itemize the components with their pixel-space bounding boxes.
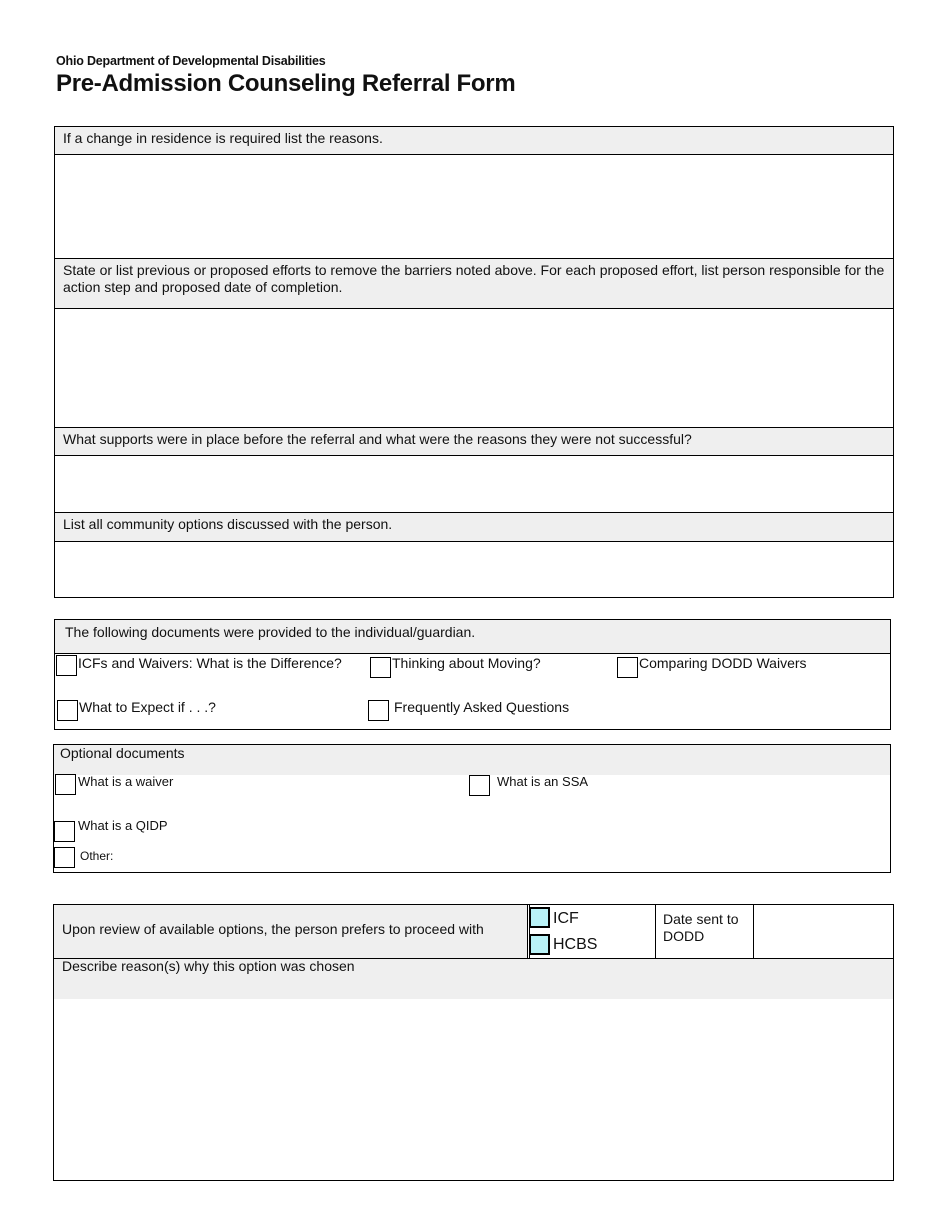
divider xyxy=(54,653,891,654)
divider xyxy=(655,904,656,958)
date-sent-label: Date sent to DODD xyxy=(663,911,739,944)
other-field[interactable] xyxy=(122,846,882,868)
agency-name: Ohio Department of Developmental Disabilities xyxy=(56,54,326,68)
what-is-waiver-checkbox[interactable] xyxy=(55,774,76,795)
divider xyxy=(527,904,528,958)
icfs-waivers-checkbox[interactable] xyxy=(56,655,77,676)
faq-label: Frequently Asked Questions xyxy=(394,699,570,715)
what-to-expect-checkbox[interactable] xyxy=(57,700,78,721)
what-to-expect-label: What to Expect if . . .? xyxy=(79,699,216,715)
preference-prompt: Upon review of available options, the person prefers to proceed with xyxy=(62,921,484,937)
comparing-waivers-label: Comparing DODD Waivers xyxy=(639,655,807,671)
reason-field[interactable] xyxy=(54,999,893,1180)
question-community-options-label: List all community options discussed with the person. xyxy=(55,513,893,541)
icf-label: ICF xyxy=(553,910,579,927)
date-sent-field[interactable] xyxy=(754,905,893,958)
comparing-waivers-checkbox[interactable] xyxy=(617,657,638,678)
faq-checkbox[interactable] xyxy=(368,700,389,721)
what-is-waiver-label: What is a waiver xyxy=(78,774,174,789)
other-label: Other: xyxy=(80,849,114,863)
hcbs-label: HCBS xyxy=(553,936,598,953)
thinking-moving-label: Thinking about Moving? xyxy=(392,655,541,671)
other-checkbox[interactable] xyxy=(54,847,75,868)
form-title: Pre-Admission Counseling Referral Form xyxy=(56,70,516,97)
icfs-waivers-label: ICFs and Waivers: What is the Difference? xyxy=(78,655,342,671)
question-barriers-label: State or list previous or proposed efforts to remove the barriers noted above. For each proposed effort, list person responsible for the action step and proposed date of completion. xyxy=(55,259,893,308)
optional-documents-header: Optional documents xyxy=(54,745,890,775)
what-is-qidp-label: What is a QIDP xyxy=(78,818,168,833)
what-is-ssa-checkbox[interactable] xyxy=(469,775,490,796)
question-residence-label: If a change in residence is required list the reasons. xyxy=(55,127,893,154)
community-options-field[interactable] xyxy=(55,542,893,597)
question-supports-label: What supports were in place before the referral and what were the reasons they were not successful? xyxy=(55,428,893,455)
what-is-qidp-checkbox[interactable] xyxy=(54,821,75,842)
hcbs-checkbox[interactable] xyxy=(529,934,550,955)
what-is-ssa-label: What is an SSA xyxy=(497,774,589,789)
residence-reasons-field[interactable] xyxy=(55,155,893,258)
icf-checkbox[interactable] xyxy=(529,907,550,928)
barrier-efforts-field[interactable] xyxy=(55,309,893,427)
thinking-moving-checkbox[interactable] xyxy=(370,657,391,678)
documents-header: The following documents were provided to the individual/guardian. xyxy=(55,620,890,653)
prior-supports-field[interactable] xyxy=(55,456,893,512)
reason-label: Describe reason(s) why this option was chosen xyxy=(62,958,355,974)
